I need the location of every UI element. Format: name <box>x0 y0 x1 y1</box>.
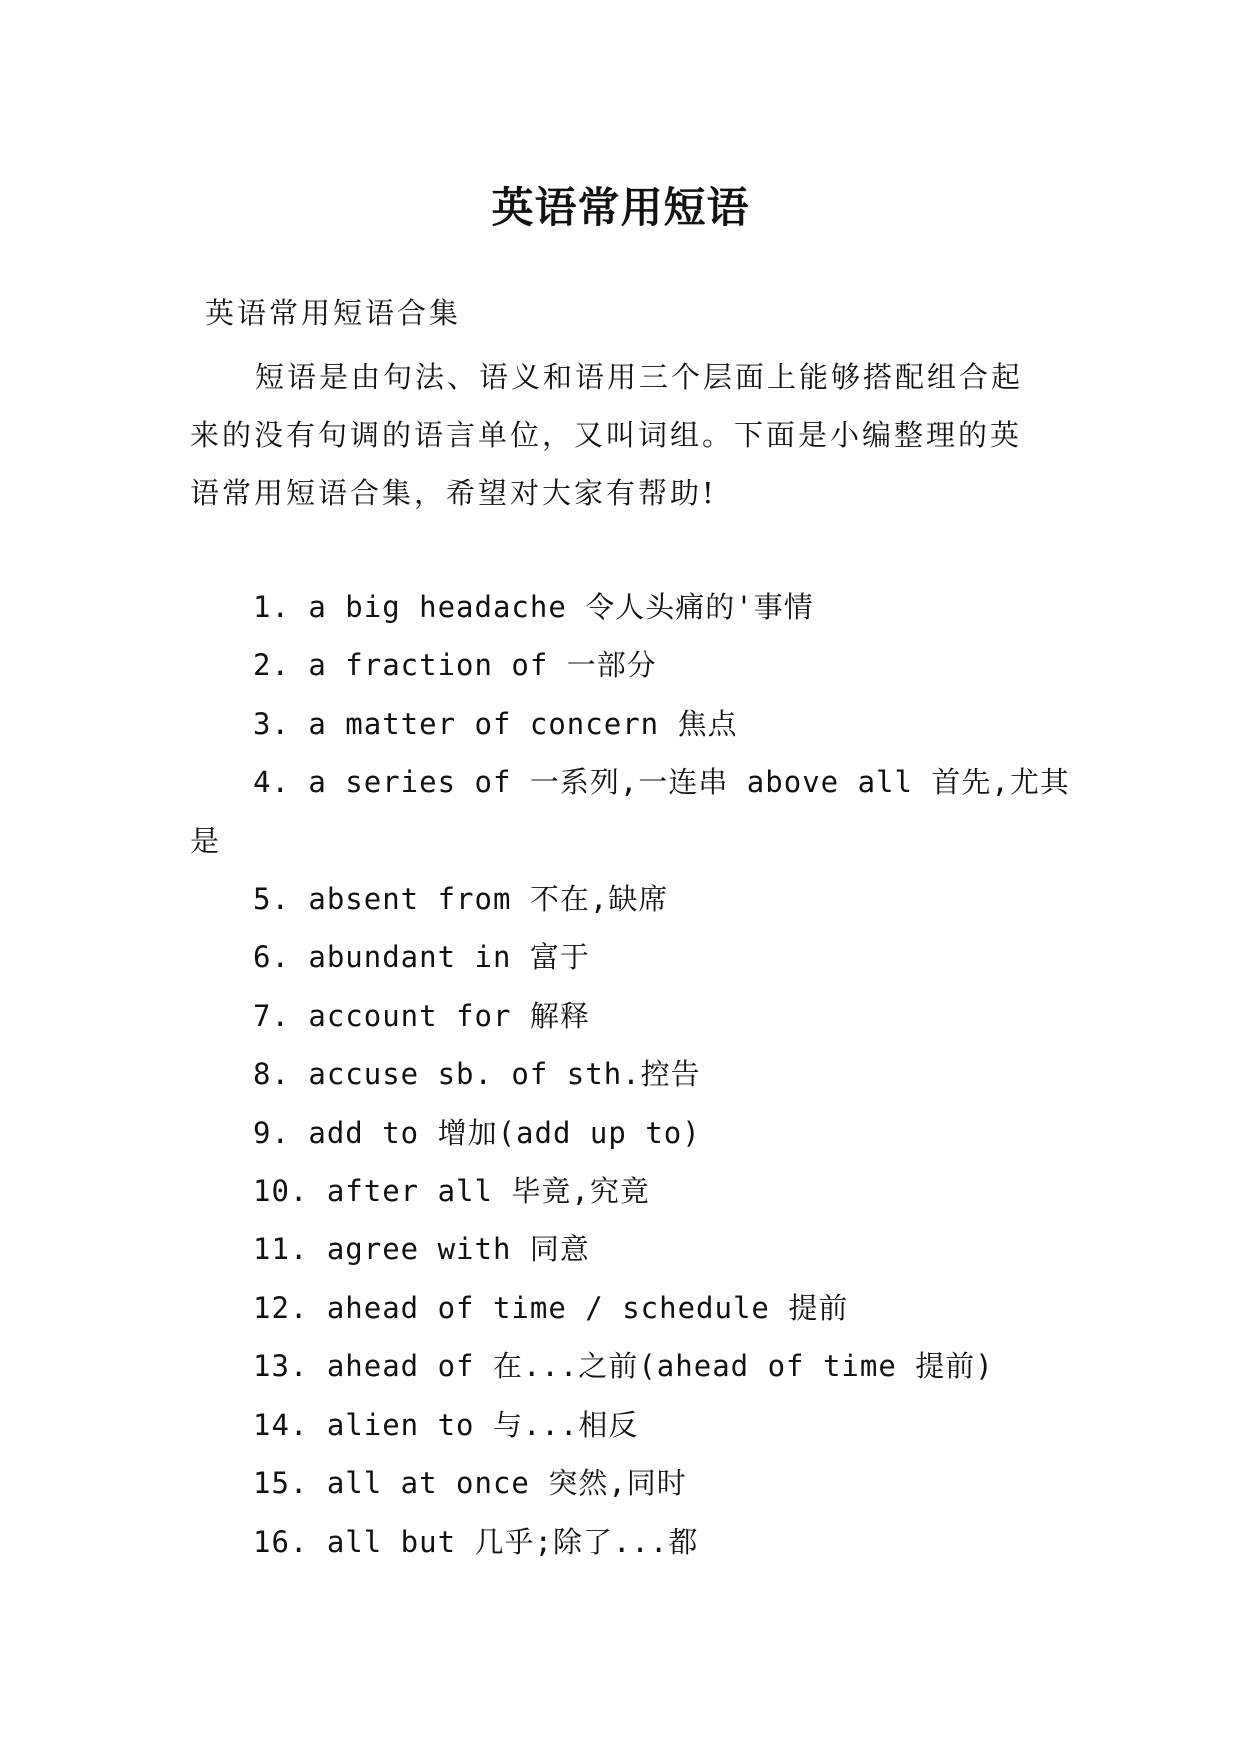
list-item <box>190 1162 1060 1220</box>
list-item <box>190 987 1060 1045</box>
list-item <box>190 1454 1060 1512</box>
list-item <box>190 1279 1060 1337</box>
list-item <box>190 1337 1060 1395</box>
intro-line: 语常用短语合集，希望对大家有帮助! <box>190 476 717 510</box>
list-item <box>190 753 1070 870</box>
phrase-text: 1. a big headache 令人头痛的'事情 <box>253 590 814 624</box>
phrase-text: 12. ahead of time / schedule 提前 <box>253 1290 849 1325</box>
intro-line: 来的没有句调的语言单位，又叫词组。下面是小编整理的英 <box>190 418 1023 452</box>
intro-paragraph <box>190 348 1060 522</box>
phrase-text: 2. a fraction of 一部分 <box>253 648 657 683</box>
list-item <box>190 695 1060 753</box>
document-subtitle: 英语常用短语合集 <box>205 296 462 330</box>
list-item <box>190 1396 1060 1454</box>
list-item <box>190 928 1060 986</box>
phrase-text: 8. accuse sb. of sth.控告 <box>253 1057 701 1092</box>
phrase-text: 13. ahead of 在...之前(ahead of time 提前) <box>253 1349 994 1384</box>
list-item <box>190 1513 1060 1571</box>
phrase-text: 4. a series of 一系列,一连串 above all 首先,尤其 <box>253 765 1070 800</box>
phrase-text: 6. abundant in 富于 <box>253 940 590 975</box>
intro-line: 短语是由句法、语义和语用三个层面上能够搭配组合起 <box>255 360 1024 394</box>
document-title: 英语常用短语 <box>491 183 750 233</box>
phrase-continuation: 是 <box>190 823 221 858</box>
phrase-text: 10. after all 毕竟,究竟 <box>253 1174 650 1209</box>
phrase-text: 11. agree with 同意 <box>253 1232 590 1267</box>
phrase-text: 3. a matter of concern 焦点 <box>253 706 738 741</box>
list-item <box>190 870 1060 928</box>
phrase-list <box>190 578 1070 1571</box>
phrase-text: 16. all but 几乎;除了...都 <box>253 1524 699 1559</box>
list-item <box>190 578 1060 636</box>
phrase-text: 14. alien to 与...相反 <box>253 1407 639 1442</box>
list-item <box>190 1045 1060 1103</box>
phrase-text: 15. all at once 突然,同时 <box>253 1466 687 1501</box>
list-item <box>190 1104 1060 1162</box>
list-item <box>190 636 1060 694</box>
phrase-text: 9. add to 增加(add up to) <box>253 1115 701 1150</box>
phrase-text: 5. absent from 不在,缺席 <box>253 882 669 917</box>
list-item <box>190 1220 1060 1278</box>
phrase-text: 7. account for 解释 <box>253 998 590 1033</box>
